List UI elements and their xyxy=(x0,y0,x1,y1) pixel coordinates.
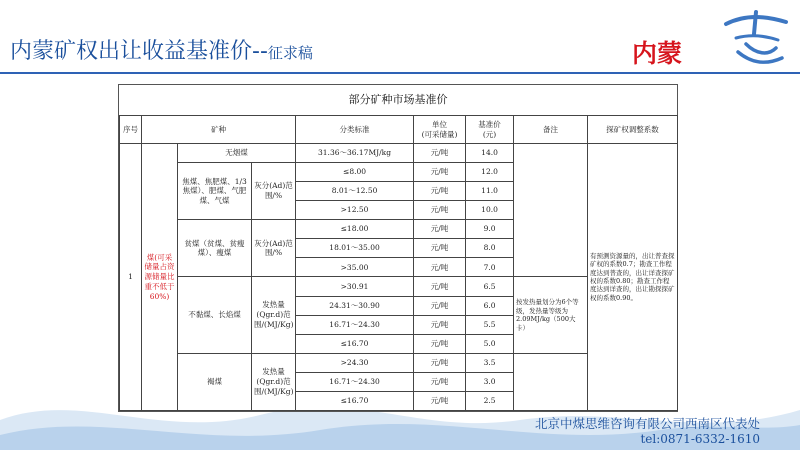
sub-type-cell: 贫煤（贫煤、贫瘦煤）、瘦煤 xyxy=(178,220,252,277)
price-cell: 8.0 xyxy=(466,239,514,258)
param-cell: 灰分(Ad)范围/% xyxy=(252,163,296,220)
price-cell: 14.0 xyxy=(466,144,514,163)
price-cell: 2.5 xyxy=(466,391,514,410)
header-coef: 探矿权调整系数 xyxy=(588,116,678,144)
header-mineral: 矿种 xyxy=(142,116,296,144)
sub-type-cell: 无烟煤 xyxy=(178,144,296,163)
price-table xyxy=(119,115,678,411)
price-cell: 5.0 xyxy=(466,334,514,353)
unit-cell: 元/吨 xyxy=(414,372,466,391)
std-cell: ≤18.00 xyxy=(296,220,414,239)
unit-cell: 元/吨 xyxy=(414,277,466,296)
std-cell: >12.50 xyxy=(296,201,414,220)
footer-tel: tel:0871-6332-1610 xyxy=(640,432,760,446)
table-row xyxy=(120,144,678,163)
unit-cell: 元/吨 xyxy=(414,163,466,182)
price-cell: 12.0 xyxy=(466,163,514,182)
unit-cell: 元/吨 xyxy=(414,182,466,201)
unit-cell: 元/吨 xyxy=(414,201,466,220)
title-divider xyxy=(0,72,800,74)
std-cell: 24.31～30.90 xyxy=(296,296,414,315)
sub-type-cell: 褐煤 xyxy=(178,353,252,410)
std-cell: 16.71～24.30 xyxy=(296,315,414,334)
price-cell: 10.0 xyxy=(466,201,514,220)
header-price: 基准价 (元) xyxy=(466,116,514,144)
price-cell: 5.5 xyxy=(466,315,514,334)
note-cell: 按发热量划分为6个等级，发热量等级为2.09MJ/kg（500大卡） xyxy=(514,277,588,353)
price-cell: 9.0 xyxy=(466,220,514,239)
unit-cell: 元/吨 xyxy=(414,334,466,353)
price-table-frame xyxy=(118,84,678,412)
param-cell: 灰分(Ad)范围/% xyxy=(252,220,296,277)
std-cell: 8.01～12.50 xyxy=(296,182,414,201)
unit-cell: 元/吨 xyxy=(414,239,466,258)
unit-cell: 元/吨 xyxy=(414,258,466,277)
unit-cell: 元/吨 xyxy=(414,315,466,334)
coal-label-cell: 煤(可采储量占资源储量比重不低于60%) xyxy=(142,144,178,411)
std-cell: ≤8.00 xyxy=(296,163,414,182)
param-cell: 发热量(Qgr.d)范围/(MJ/Kg) xyxy=(252,353,296,410)
price-cell: 11.0 xyxy=(466,182,514,201)
std-cell: 31.36～36.17MJ/kg xyxy=(296,144,414,163)
note-cell-empty xyxy=(514,353,588,410)
param-cell: 发热量(Qgr.d)范围/(MJ/Kg) xyxy=(252,277,296,353)
unit-cell: 元/吨 xyxy=(414,353,466,372)
std-cell: ≤16.70 xyxy=(296,334,414,353)
price-cell: 3.5 xyxy=(466,353,514,372)
title-main: 内蒙矿权出让收益基准价-- xyxy=(10,39,268,64)
std-cell: 16.71～24.30 xyxy=(296,372,414,391)
unit-cell: 元/吨 xyxy=(414,220,466,239)
price-cell: 6.5 xyxy=(466,277,514,296)
price-cell: 3.0 xyxy=(466,372,514,391)
title-sub: 征求稿 xyxy=(267,44,313,62)
std-cell: >24.30 xyxy=(296,353,414,372)
price-cell: 7.0 xyxy=(466,258,514,277)
sub-type-cell: 不黏煤、长焰煤 xyxy=(178,277,252,353)
std-cell: ≤16.70 xyxy=(296,391,414,410)
std-cell: 18.01～35.00 xyxy=(296,239,414,258)
price-cell: 6.0 xyxy=(466,296,514,315)
header-unit: 单位 (可采储量) xyxy=(414,116,466,144)
table-caption: 部分矿种市场基准价 xyxy=(348,93,448,106)
slide-title xyxy=(10,34,313,65)
coef-cell: 有预测资源量的，出让普查探矿权的系数0.7；勘查工作程度达到普查的，出让详查探矿权的系数0.80；勘查工作程度达到详查的，出让勘探探矿权的系数0.90。 xyxy=(588,144,678,411)
calligraphy-logo-icon xyxy=(716,4,796,74)
seq-cell: 1 xyxy=(120,144,142,411)
std-cell: >35.00 xyxy=(296,258,414,277)
header-note: 备注 xyxy=(514,116,588,144)
std-cell: >30.91 xyxy=(296,277,414,296)
note-cell-empty xyxy=(514,144,588,277)
brand-text: 内蒙 xyxy=(632,39,683,68)
footer-company: 北京中煤思维咨询有限公司西南区代表处 xyxy=(534,416,760,431)
header-classification: 分类标准 xyxy=(296,116,414,144)
header-seq: 序号 xyxy=(120,116,142,144)
sub-type-cell: 焦煤、焦肥煤、1/3焦煤）、肥煤、气肥煤、气煤 xyxy=(178,163,252,220)
unit-cell: 元/吨 xyxy=(414,391,466,410)
unit-cell: 元/吨 xyxy=(414,144,466,163)
table-header-row xyxy=(120,116,678,144)
unit-cell: 元/吨 xyxy=(414,296,466,315)
